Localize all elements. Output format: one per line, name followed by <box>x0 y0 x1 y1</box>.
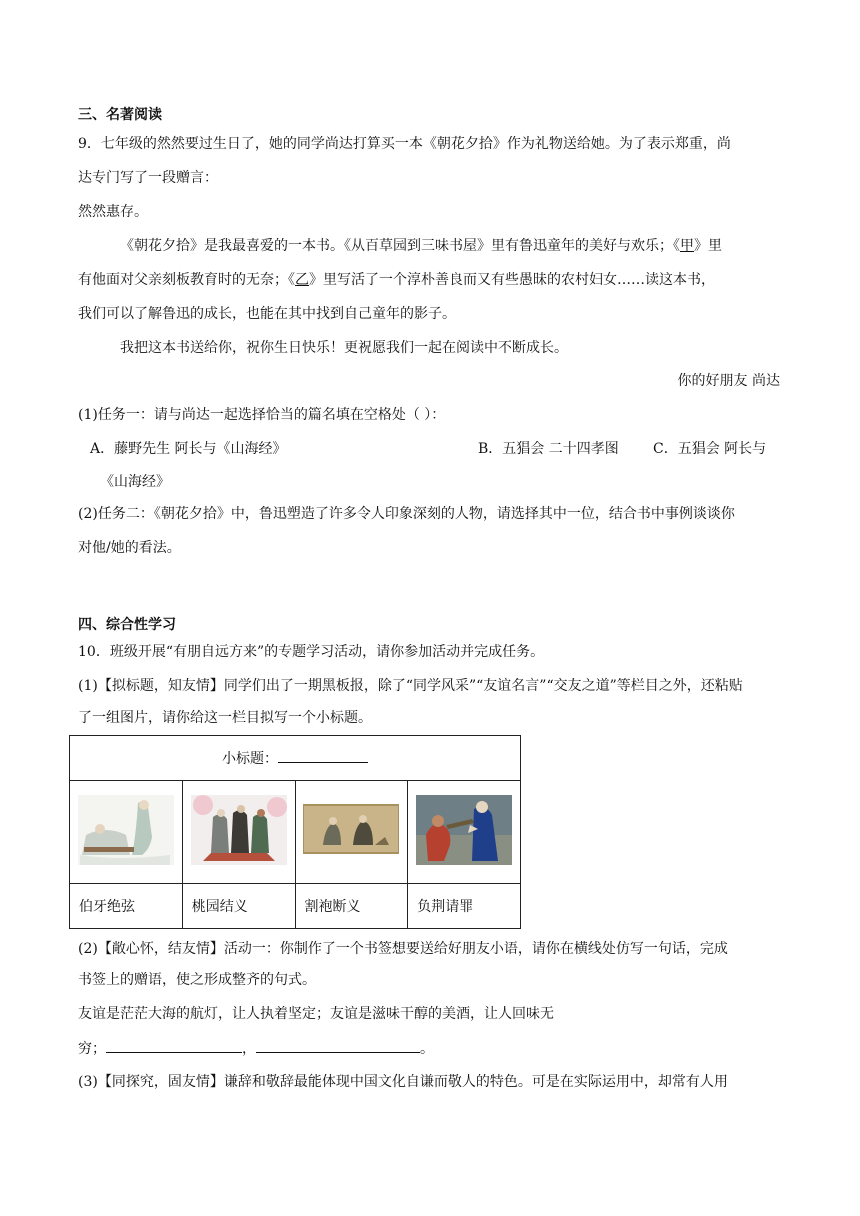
caption-taoyuan: 桃园结义 <box>191 899 248 915</box>
image-cell <box>70 781 183 884</box>
image-cell <box>408 781 521 884</box>
caption-cell <box>408 884 521 929</box>
table-title: 小标题： <box>222 751 278 767</box>
option-b: B．五猖会 二十四孝图 <box>478 441 619 457</box>
section3-heading: 三、名著阅读 <box>78 107 162 123</box>
part2-line4-a: 穷； <box>78 1041 106 1057</box>
option-a: A．藤野先生 阿长与《山海经》 <box>90 441 287 457</box>
letter-line1-a: 《朝花夕拾》是我最喜爱的一本书。《从百草园到三味书屋》里有鲁迅童年的美好与欢乐；《 <box>120 238 680 254</box>
letter-line1-b: 》里 <box>694 238 722 254</box>
answer-blank-1[interactable] <box>106 1038 242 1053</box>
signature: 你的好朋友 尚达 <box>677 373 780 389</box>
task2-line1: (2)任务二：《朝花夕拾》中，鲁迅塑造了许多令人印象深刻的人物，请选择其中一位，结合书中事例谈谈你 <box>78 506 735 522</box>
caption-cell <box>295 884 408 929</box>
task1: (1)任务一：请与尚达一起选择恰当的篇名填在空格处（ ）： <box>78 407 446 423</box>
boya-painting-image <box>78 795 174 865</box>
q9-line1: 9．七年级的然然要过生日了，她的同学尚达打算买一本《朝花夕拾》作为礼物送给她。为了表示郑重，尚 <box>78 136 731 152</box>
caption-fujing: 负荆请罪 <box>417 899 474 915</box>
letter-line2-a: 有他面对父亲刻板教育时的无奈；《 <box>78 272 295 288</box>
task2-line2: 对他/她的看法。 <box>78 540 181 556</box>
part2-line3: 友谊是茫茫大海的航灯，让人执着坚定；友谊是滋味干醇的美酒，让人回味无 <box>78 1006 554 1022</box>
part2-line4-b: ， <box>242 1041 256 1057</box>
picture-table <box>69 735 521 929</box>
gepao-painting-image <box>303 795 399 865</box>
caption-gepao: 割袍断义 <box>304 899 361 915</box>
caption-boya: 伯牙绝弦 <box>79 899 135 915</box>
option-c: C．五猖会 阿长与 <box>653 441 767 457</box>
image-cell <box>182 781 295 884</box>
part1-line2: 了一组图片，请你给这一栏目拟写一个小标题。 <box>78 710 372 726</box>
option-c-cont: 《山海经》 <box>100 474 170 490</box>
part1-line1: (1)【拟标题，知友情】同学们出了一期黑板报，除了“同学风采”“友谊名言”“交友之道”等栏目之外，还粘贴 <box>78 678 743 694</box>
part3-line1: (3)【同探究，固友情】谦辞和敬辞最能体现中国文化自谦而敬人的特色。可是在实际运用中，却常有人用 <box>78 1074 728 1090</box>
taoyuan-painting-image <box>191 795 287 865</box>
part2-line2: 书签上的赠语，使之形成整齐的句式。 <box>78 972 316 988</box>
answer-blank-2[interactable] <box>256 1038 420 1053</box>
blank-yi: 乙 <box>295 272 309 288</box>
q10: 10．班级开展“有朋自远方来”的专题学习活动，请你参加活动并完成任务。 <box>78 644 545 660</box>
letter-line3: 我们可以了解鲁迅的成长，也能在其中找到自己童年的影子。 <box>78 306 456 322</box>
fujing-painting-image <box>416 795 512 865</box>
q9-line2: 达专门写了一段赠言： <box>78 170 218 186</box>
letter-line2-b: 》里写活了一个淳朴善良而又有些愚昧的农村妇女……读这本书， <box>309 272 715 288</box>
letter-line2 <box>78 270 715 290</box>
caption-cell <box>70 884 183 929</box>
part2-line1: (2)【敞心怀，结友情】活动一：你制作了一个书签想要送给好朋友小语，请你在横线处仿写一句话，完成 <box>78 941 728 957</box>
caption-cell <box>182 884 295 929</box>
section4-heading: 四、综合性学习 <box>78 617 176 633</box>
title-blank[interactable] <box>278 748 368 763</box>
part2-line4-c: 。 <box>420 1041 434 1057</box>
image-cell <box>295 781 408 884</box>
salutation: 然然惠存。 <box>78 204 148 220</box>
blank-jia: 甲 <box>680 238 694 254</box>
part2-line4 <box>78 1038 434 1059</box>
letter-line1 <box>120 236 722 256</box>
table-title-cell <box>70 736 521 781</box>
letter-line4: 我把这本书送给你，祝你生日快乐！更祝愿我们一起在阅读中不断成长。 <box>120 340 568 356</box>
